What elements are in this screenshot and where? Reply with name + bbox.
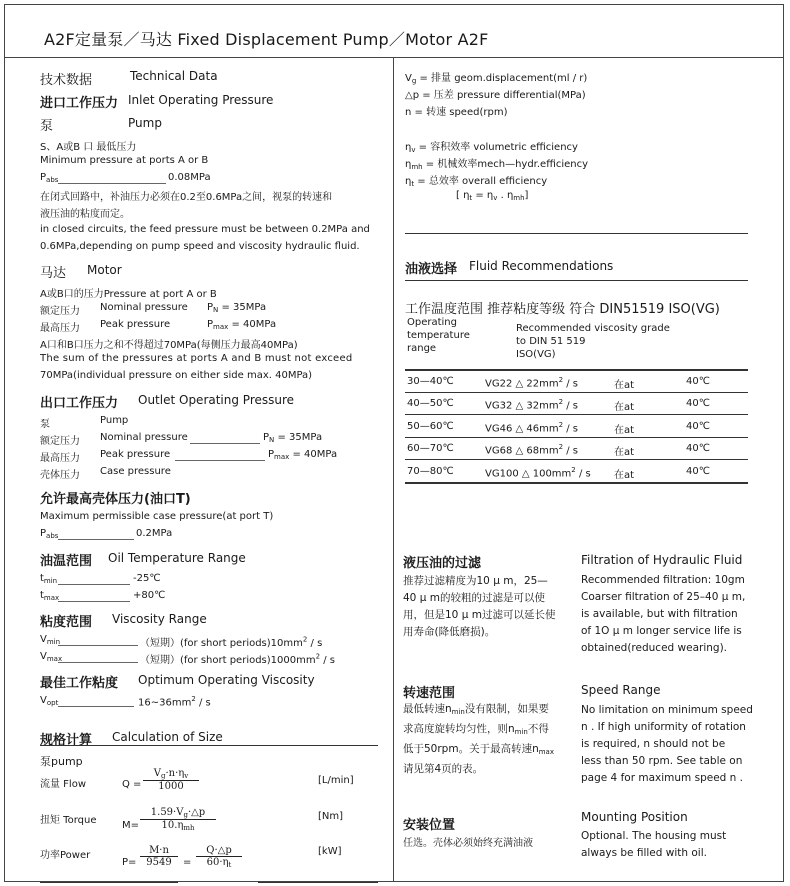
eta-mh-definition: $\eta_{mh}$ = 机械效率mech—hydr.efficiency: [405, 159, 589, 171]
power-unit: [kW]: [318, 846, 342, 857]
tmin-label: $t_{min}$: [40, 573, 58, 585]
motor-pressure: A或B口的压力Pressure at port A or B: [40, 289, 217, 300]
vmin-value: （短期）(for short $periods)10mm^2$ / s: [140, 635, 323, 649]
table-rule: [405, 414, 748, 415]
speed-en: Speed Range: [581, 683, 661, 697]
bottom-line: [258, 882, 378, 883]
filtration-en-body: [581, 572, 745, 657]
oil-temp-en: Oil Temperature Range: [108, 551, 246, 565]
speed-cn: 转速范围: [403, 686, 456, 701]
table-cell-temp: 40℃: [686, 420, 710, 432]
table-cell-temp: 40℃: [686, 443, 710, 455]
table-cell-grade: VG32 △ $32mm^2$ / s: [485, 398, 578, 412]
sum-cn: A口和B口压力之和不得超过70MPa(每侧压力最高40MPa): [40, 340, 298, 351]
underline: [58, 584, 130, 585]
table-cell-range: 40—50℃: [407, 398, 454, 410]
vmax-value: （短期）(for short $periods)1000mm^2$ / s: [140, 652, 336, 666]
table-rule: [405, 392, 748, 393]
vopt-label: $V_{opt}$: [40, 695, 59, 707]
rec-visc-3: ISO(VG): [516, 349, 556, 360]
outlet-en: Outlet Operating Pressure: [138, 393, 295, 407]
peak-cn: 最高压力: [40, 323, 80, 334]
filtration-cn-line: 推荐过滤精度为10 μ m，25—: [403, 575, 548, 587]
underline: [58, 645, 138, 646]
closed-circuit-cn-2: 液压油的粘度而定。: [40, 209, 130, 220]
filtration-en-line: of 1O μ m longer service life is: [581, 625, 742, 637]
underline: [58, 601, 130, 602]
dp-definition: △p = 压差 pressure differential(MPa): [405, 90, 586, 101]
filtration-en: Filtration of Hydraulic Fluid: [581, 553, 743, 567]
bottom-line: [40, 882, 178, 883]
mounting-en-line: Optional. The housing must: [581, 830, 727, 842]
tech-data-en: Technical Data: [130, 69, 218, 83]
oil-temp-cn: 油温范围: [40, 554, 93, 569]
table-rule: [405, 459, 748, 460]
table-cell-range: 50—60℃: [407, 420, 454, 432]
motor-en: Motor: [87, 263, 122, 277]
underline: [190, 443, 260, 444]
op-range-3: range: [407, 343, 437, 354]
flow-q: Q =: [122, 779, 142, 790]
speed-en-line: page 4 for maximum speed n .: [581, 772, 743, 784]
inlet-pressure-en: Inlet Operating Pressure: [128, 93, 274, 107]
tech-data-cn: 技术数据: [40, 73, 93, 88]
filtration-cn-line: 40 μ m的较粗的过滤是可以使: [403, 592, 545, 604]
speed-cn-body: 最低转速$n_{min}$没有限制，如果要 求高度旋转均匀性，则$n_{min}$不得 低于50rpm。关于最高转速$n_{max}$ 请见第4页的表。: [403, 703, 554, 775]
outlet-cn: 出口工作压力: [40, 396, 119, 411]
speed-en-line: is required, n should not be: [581, 738, 726, 750]
section-divider: [405, 280, 748, 281]
optimum-visc-en: Optimum Operating Viscosity: [138, 673, 315, 687]
outlet-nominal-cn: 额定压力: [40, 436, 80, 447]
mounting-cn: 安装位置: [403, 818, 456, 833]
tmax-label: $t_{max}$: [40, 590, 60, 602]
filtration-cn-body: [403, 573, 555, 641]
viscosity-en: Viscosity Range: [112, 612, 207, 626]
power-p: P=: [122, 857, 137, 868]
peak-en: Peak pressure: [100, 319, 171, 330]
p-abs-value: 0.08MPa: [168, 172, 211, 183]
underline: [58, 539, 134, 540]
min-ports-en: Minimum pressure at ports A or B: [40, 155, 209, 166]
torque-label: 扭矩 Torque: [40, 815, 97, 826]
table-cell-grade: VG100 △ $100mm^2$ / s: [485, 465, 591, 479]
rec-visc-2: to DIN 51 519: [516, 336, 586, 347]
rec-visc-1: Recommended viscosity grade: [516, 323, 670, 334]
speed-en-body: [581, 702, 753, 787]
page-title: A2F定量泵／马达 Fixed Displacement Pump／Motor A2F: [44, 30, 489, 49]
table-top-line: [405, 369, 748, 371]
underline: [58, 183, 166, 184]
pump-cn: 泵: [40, 119, 54, 134]
table-cell-range: 60—70℃: [407, 443, 454, 455]
filtration-en-line: is available, but with filtration: [581, 608, 738, 620]
peak-value: $P_{max} = 40MPa$: [207, 319, 277, 331]
underline: [175, 460, 265, 461]
power-label: 功率Power: [40, 850, 91, 861]
vmax-label: $V_{max}$: [40, 651, 63, 663]
table-cell-at: 在at: [614, 447, 635, 459]
fluid-en: Fluid Recommendations: [469, 259, 614, 273]
filtration-en-line: Coarser filtration of 25–40 μ m,: [581, 591, 746, 603]
table-cell-at: 在at: [614, 380, 635, 391]
optimum-visc-cn: 最佳工作粘度: [40, 676, 119, 691]
calc-size-cn: 规格计算: [40, 733, 93, 748]
pump-en: Pump: [128, 116, 162, 130]
table-cell-temp: 40℃: [686, 376, 710, 387]
underline: [58, 662, 138, 663]
flow-unit: [L/min]: [318, 775, 354, 786]
nominal-value: $P_N = 35MPa$: [207, 302, 267, 314]
section-divider: [40, 745, 378, 746]
outlet-peak-en: Peak pressure: [100, 449, 171, 460]
torque-m: M=: [122, 820, 140, 831]
section-divider: [405, 233, 748, 234]
table-cell-at: 在at: [614, 469, 635, 481]
eta-relation: [ $\eta_t = \eta_v$ . $\eta_{mh}$]: [456, 190, 529, 202]
calc-size-en: Calculation of Size: [112, 730, 223, 744]
min-ports-cn: S、A或B 口 最低压力: [40, 142, 137, 153]
speed-en-line: n . If high uniformity of rotation: [581, 721, 746, 733]
vg-definition: $V_g$ = 排量 geom.displacement(ml / r): [405, 73, 588, 85]
filtration-cn-line: 用寿命(降低磨损)。: [403, 626, 496, 638]
mounting-en-line: always be filled with oil.: [581, 847, 707, 859]
filtration-cn-line: 用，但是10 μ m过滤可以延长使: [403, 609, 556, 621]
fluid-cn: 油液选择: [405, 262, 458, 277]
nominal-cn: 额定压力: [40, 306, 80, 317]
table-cell-at: 在at: [614, 424, 635, 436]
flow-formula: $\frac{V_g\cdot n\cdot\eta_v}{1000}$: [143, 768, 199, 792]
power-formula-1: $\frac{M\cdot n}{9549}$: [140, 845, 178, 868]
filtration-cn: 液压油的过滤: [403, 556, 482, 571]
outlet-nominal-en: Nominal pressure: [100, 432, 188, 443]
speed-en-line: No limitation on minimum speed: [581, 704, 753, 716]
vmin-label: $V_{min}$: [40, 634, 61, 646]
perm-p-abs: $P_{abs}$: [40, 528, 59, 540]
filtration-en-line: obtained(reduced wearing).: [581, 642, 728, 654]
p-abs-label: $P_{abs}$: [40, 172, 59, 184]
outlet-pump-en: Pump: [100, 415, 129, 426]
table-cell-temp: 40℃: [686, 398, 710, 410]
perm-case-value: 0.2MPa: [136, 528, 173, 539]
table-cell-at: 在at: [614, 402, 635, 414]
filtration-en-line: Recommended filtration: 10gm: [581, 574, 745, 586]
n-definition: n = 转速 speed(rpm): [405, 107, 508, 118]
speed-en-line: less than 50 rpm. See table on: [581, 755, 743, 767]
mounting-en-body: [581, 828, 726, 862]
flow-label: 流量 Flow: [40, 779, 87, 790]
nominal-en: Nominal pressure: [100, 302, 188, 313]
table-cell-range: 30—40℃: [407, 376, 454, 387]
closed-circuit-en-1: in closed circuits, the feed pressure must be between 0.2MPa and: [40, 224, 370, 235]
column-divider: [393, 58, 394, 882]
mounting-cn-body: 任选。壳体必须始终充满油液: [403, 838, 533, 849]
case-cn: 壳体压力: [40, 470, 80, 481]
outlet-peak-cn: 最高压力: [40, 453, 80, 464]
eta-v-definition: $\eta_v$ = 容积效率 volumetric efficiency: [405, 142, 578, 154]
torque-unit: [Nm]: [318, 811, 344, 822]
table-cell-grade: VG22 △ $22mm^2$ / s: [485, 376, 578, 390]
power-eq: =: [183, 857, 192, 868]
pump-size-label: 泵pump: [40, 755, 83, 768]
case-en: Case pressure: [100, 466, 171, 477]
op-range-2: temperature: [407, 330, 470, 341]
table-cell-grade: VG46 △ $46mm^2$ / s: [485, 420, 578, 435]
motor-cn: 马达: [40, 266, 67, 281]
op-range-1: Operating: [407, 317, 457, 328]
underline: [58, 706, 134, 707]
table-cell-grade: VG68 △ $68mm^2$ / s: [485, 443, 578, 457]
table-rule: [405, 482, 748, 484]
sum-en-2: 70MPa(individual pressure on either side max. 40MPa): [40, 370, 313, 381]
perm-case-en: Maximum permissible case pressure(at port T): [40, 511, 274, 522]
closed-circuit-en-2: 0.6MPa,depending on pump speed and viscosity hydraulic fluid.: [40, 241, 360, 252]
viscosity-cn: 粘度范围: [40, 615, 93, 630]
vopt-value: $16\sim 36mm^2$ / s: [138, 695, 211, 709]
power-formula-2: $\frac{Q\cdot\triangle p}{60\cdot\eta_t}$: [196, 845, 242, 869]
outlet-pump-cn: 泵: [40, 419, 50, 430]
torque-formula: $1.59\cdot V_g\cdot\triangle p$ $10.\eta_{mh}$: [140, 807, 216, 832]
table-cell-temp: 40℃: [686, 465, 710, 477]
eta-t-definition: $\eta_t$ = 总效率 overall efficiency: [405, 176, 548, 188]
sum-en-1: The sum of the pressures at ports A and B must not exceed: [40, 353, 353, 364]
mounting-en: Mounting Position: [581, 810, 688, 824]
tmax-value: +80℃: [133, 590, 166, 601]
closed-circuit-cn-1: 在闭式回路中，补油压力必须在0.2至0.6MPa之间，视泵的转速和: [40, 192, 333, 203]
range-title: 工作温度范围 推荐粘度等级 符合 DIN51519 ISO(VG): [405, 302, 720, 317]
outlet-nominal-value: $P_N = 35MPa$: [263, 432, 323, 444]
table-cell-range: 70—80℃: [407, 465, 454, 477]
outlet-peak-value: $P_{max} = 40MPa$: [268, 449, 338, 461]
table-rule: [405, 437, 748, 438]
inlet-pressure-cn: 进口工作压力: [40, 96, 119, 111]
tmin-value: -25℃: [133, 573, 161, 584]
perm-case-cn: 允许最高壳体压力(油口T): [40, 492, 191, 507]
page-header: [4, 4, 784, 58]
